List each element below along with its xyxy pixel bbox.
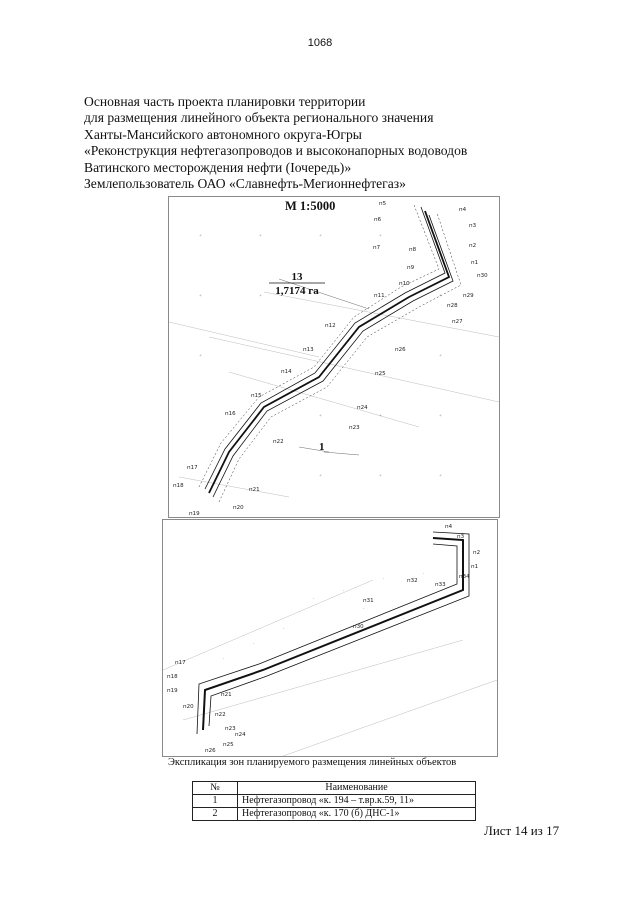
svg-text:п16: п16 bbox=[225, 411, 236, 417]
svg-text:·: · bbox=[253, 642, 255, 647]
svg-text:+: + bbox=[379, 234, 382, 239]
svg-text:п5: п5 bbox=[379, 201, 387, 207]
detail-map bbox=[162, 519, 498, 757]
svg-text:п26: п26 bbox=[395, 347, 406, 353]
svg-text:п2: п2 bbox=[473, 550, 481, 556]
legend-row-num: 1 bbox=[193, 795, 238, 808]
title-line: для размещения линейного объекта регионального значения bbox=[84, 110, 434, 126]
title-line: Основная часть проекта планировки территории bbox=[84, 94, 366, 109]
svg-text:+: + bbox=[199, 294, 202, 299]
legend-header-num: № bbox=[193, 782, 238, 795]
detail-map-drawing bbox=[163, 520, 497, 756]
explication-caption: Экспликация зон планируемого размещения линейных объектов bbox=[168, 757, 457, 768]
svg-text:+: + bbox=[319, 414, 322, 419]
svg-text:п4: п4 bbox=[459, 207, 467, 213]
legend-header-row bbox=[193, 782, 476, 795]
svg-text:п34: п34 bbox=[459, 574, 470, 580]
svg-text:п25: п25 bbox=[375, 371, 386, 377]
svg-text:п30: п30 bbox=[353, 624, 364, 630]
svg-text:п27: п27 bbox=[452, 319, 463, 325]
svg-text:п9: п9 bbox=[407, 265, 415, 271]
svg-text:·: · bbox=[343, 589, 345, 594]
svg-text:п18: п18 bbox=[167, 674, 178, 680]
svg-text:п20: п20 bbox=[183, 704, 194, 710]
svg-text:п18: п18 bbox=[173, 483, 184, 489]
svg-text:п11: п11 bbox=[374, 293, 385, 299]
overview-map bbox=[168, 196, 500, 518]
zone-area: 1,7174 га bbox=[275, 285, 319, 297]
svg-text:+: + bbox=[439, 414, 442, 419]
svg-text:·: · bbox=[313, 597, 315, 602]
svg-text:+: + bbox=[439, 474, 442, 479]
svg-text:+: + bbox=[319, 234, 322, 239]
svg-text:п23: п23 bbox=[349, 425, 360, 431]
legend-row-name: Нефтегазопровод «к. 194 – т.вр.к.59, 11» bbox=[238, 795, 476, 808]
svg-text:п21: п21 bbox=[221, 692, 232, 698]
svg-text:п17: п17 bbox=[175, 660, 186, 666]
svg-text:п19: п19 bbox=[189, 511, 200, 517]
svg-text:+: + bbox=[199, 234, 202, 239]
svg-text:п24: п24 bbox=[357, 405, 368, 411]
svg-text:п31: п31 bbox=[363, 598, 374, 604]
svg-text:п30: п30 bbox=[477, 273, 488, 279]
svg-text:п26: п26 bbox=[205, 748, 216, 754]
legend-row-name: Нефтегазопровод «к. 170 (б) ДНС-1» bbox=[238, 808, 476, 821]
svg-text:+: + bbox=[439, 354, 442, 359]
svg-text:·: · bbox=[363, 607, 365, 612]
svg-text:п12: п12 bbox=[325, 323, 336, 329]
legend-header-name: Наименование bbox=[238, 782, 476, 795]
svg-text:п7: п7 bbox=[373, 245, 381, 251]
svg-text:п22: п22 bbox=[215, 712, 226, 718]
table-row bbox=[193, 808, 476, 821]
svg-text:п1: п1 bbox=[471, 564, 479, 570]
svg-text:п24: п24 bbox=[235, 732, 246, 738]
svg-text:п3: п3 bbox=[469, 223, 477, 229]
svg-text:+: + bbox=[379, 474, 382, 479]
svg-text:+: + bbox=[379, 414, 382, 419]
overview-map-drawing bbox=[169, 197, 499, 517]
svg-text:п21: п21 bbox=[249, 487, 260, 493]
svg-text:+: + bbox=[199, 354, 202, 359]
svg-text:·: · bbox=[383, 577, 385, 582]
svg-text:п14: п14 bbox=[281, 369, 292, 375]
document-title bbox=[84, 94, 584, 192]
legend-row-num: 2 bbox=[193, 808, 238, 821]
svg-text:п15: п15 bbox=[251, 393, 262, 399]
land-user-line: Землепользователь ОАО «Славнефть-Мегионнефтегаз» bbox=[84, 176, 406, 192]
svg-text:+: + bbox=[259, 294, 262, 299]
svg-text:п4: п4 bbox=[445, 524, 453, 530]
title-line: «Реконструкция нефтегазопроводов и высоконапорных водоводов bbox=[84, 143, 468, 159]
title-line: Ватинского месторождения нефти (Iочередь)» bbox=[84, 159, 352, 175]
svg-text:п10: п10 bbox=[399, 281, 410, 287]
svg-text:п17: п17 bbox=[187, 465, 198, 471]
svg-text:+: + bbox=[259, 234, 262, 239]
svg-text:п3: п3 bbox=[457, 534, 465, 540]
svg-text:п25: п25 bbox=[223, 742, 234, 748]
svg-text:п28: п28 bbox=[447, 303, 458, 309]
svg-text:·: · bbox=[423, 572, 425, 577]
zone-number: 13 bbox=[291, 271, 303, 283]
svg-text:п23: п23 bbox=[225, 726, 236, 732]
legend-table bbox=[192, 781, 476, 821]
svg-text:+: + bbox=[319, 474, 322, 479]
svg-text:·: · bbox=[283, 627, 285, 632]
svg-text:·: · bbox=[403, 617, 405, 622]
svg-text:п2: п2 bbox=[469, 243, 477, 249]
svg-text:п29: п29 bbox=[463, 293, 474, 299]
svg-text:п13: п13 bbox=[303, 347, 314, 353]
title-line: Ханты-Мансийского автономного округа-Югры bbox=[84, 126, 362, 142]
svg-text:п6: п6 bbox=[374, 217, 382, 223]
svg-text:п33: п33 bbox=[435, 582, 446, 588]
svg-text:+: + bbox=[439, 294, 442, 299]
map-scale: М 1:5000 bbox=[285, 199, 336, 213]
svg-text:·: · bbox=[223, 657, 225, 662]
svg-text:п20: п20 bbox=[233, 505, 244, 511]
line-label: 1 bbox=[319, 441, 325, 453]
page-number: 1068 bbox=[307, 37, 333, 49]
svg-text:п1: п1 bbox=[471, 260, 479, 266]
svg-text:п8: п8 bbox=[409, 247, 417, 253]
table-row bbox=[193, 795, 476, 808]
svg-text:п19: п19 bbox=[167, 688, 178, 694]
svg-text:п22: п22 bbox=[273, 439, 284, 445]
sheet-number: Лист 14 из 17 bbox=[484, 823, 560, 838]
svg-text:п32: п32 bbox=[407, 578, 418, 584]
